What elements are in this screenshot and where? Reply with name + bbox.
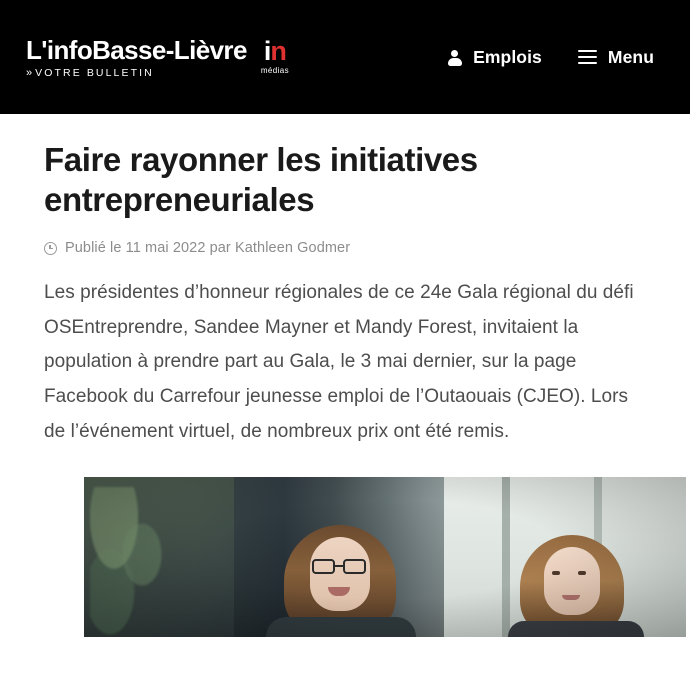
logo-letter-n: n: [270, 36, 286, 66]
article-lede: Les présidentes d’honneur régionales de ce 24e Gala régional du défi OSEntreprendre, Sandee Mayner et Mandy Forest, invitaient la population à prendre part au Gala, le 3 mai dernier, sur la page Facebook du Carrefour jeunesse emploi de l’Outaouais (CJEO). Lors de l’événement virtuel, de nombreux prix ont été remis.: [44, 282, 634, 442]
brand-title: [26, 37, 247, 63]
article-image: [84, 477, 686, 637]
article-body: [0, 114, 690, 637]
user-icon: [447, 49, 462, 66]
brand-title-part2: Basse-Lièvre: [92, 35, 247, 65]
nav-item-emplois-label: Emplois: [473, 46, 542, 67]
brand-subtitle-row: [26, 68, 247, 79]
nav-item-menu[interactable]: [578, 47, 654, 68]
brand-title-part1: L'info: [26, 35, 93, 65]
header-navigation: [447, 47, 662, 68]
double-chevron-icon: »: [26, 67, 31, 79]
page-title: Faire rayonner les initiatives entrepreneuriales: [44, 141, 478, 218]
in-medias-sublabel: médias: [260, 66, 290, 75]
in-medias-mark: [264, 38, 286, 65]
byline-text: Publié le 11 mai 2022 par Kathleen Godmer: [65, 240, 351, 257]
byline: [44, 240, 646, 256]
brand-subtitle: VOTRE BULLETIN: [35, 67, 154, 80]
nav-item-menu-label: Menu: [607, 46, 654, 67]
site-logo[interactable]: [26, 35, 289, 79]
in-medias-logo[interactable]: [261, 35, 289, 75]
hamburger-icon: [578, 50, 597, 64]
photo-vignette: [84, 477, 686, 637]
site-header: [0, 0, 690, 114]
photo-scene: [84, 477, 686, 637]
logo-letter-i: i: [263, 36, 271, 66]
clock-icon: [44, 242, 57, 255]
brand-wordmark: [26, 35, 247, 79]
nav-item-emplois[interactable]: [447, 47, 542, 68]
